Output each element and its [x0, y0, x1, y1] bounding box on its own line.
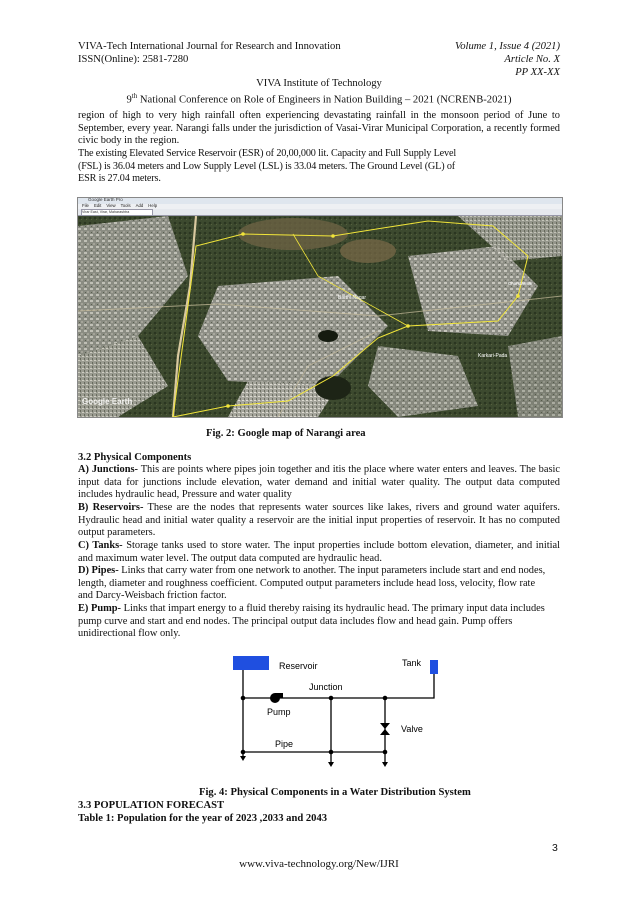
section-heading-population-forecast: 3.3 POPULATION FORECAST	[78, 800, 225, 811]
intro-paragraph: region of high to very high rainfall often experiencing devastating rainfall in the monsoon period of June to September, every year. Narangi falls under the jurisdiction of Vasai-Virar Municipal Corporation, a recently formed civic body in the region.	[78, 110, 560, 147]
menu-item-edit[interactable]: Edit	[93, 203, 102, 208]
junction-label: Junction	[309, 682, 343, 692]
figure-4-caption: Fig. 4: Physical Components in a Water Distribution System	[199, 787, 471, 798]
reservoir-label: Reservoir	[279, 661, 318, 671]
footer-url[interactable]: www.viva-technology.org/New/IJRI	[239, 858, 399, 870]
map-label-chandansar: Chandansar	[508, 281, 533, 286]
tank-icon	[430, 660, 438, 674]
page-range: PP XX-XX	[515, 67, 560, 78]
pipes-paragraph: D) Pipes- Links that carry water from one network to another. The input parameters include start and end nodes, length, diameter and roughness coefficient. Computed output parameters include head loss, velocity, flow rate and Darcy-Weisbach friction factor.	[78, 565, 546, 602]
reservoirs-paragraph: B) Reservoirs- These are the nodes that represents water sources like lakes, rivers and ground water aquifers. Hydraulic head and initial water quality a reservoir are the initial input properties of reservoir. It has no computed output parameters.	[78, 502, 560, 539]
toolbar	[78, 209, 562, 216]
valve-label: Valve	[401, 724, 423, 734]
satellite-map	[78, 216, 562, 417]
junctions-paragraph: A) Junctions- This are points where pipes join together and itis the place where water enters and leaves. The basic input data for junctions include elevation, water demand and initial water quality. The output data computed includes hydraulic head, Pressure and water quality	[78, 464, 560, 501]
map-label-karkari-pada: Karkari-Pada	[478, 353, 508, 359]
tank-label: Tank	[402, 658, 422, 668]
physical-components-diagram	[225, 652, 445, 770]
figure-2-caption: Fig. 2: Google map of Narangi area	[206, 428, 366, 439]
volume-issue: Volume 1, Issue 4 (2021)	[454, 41, 560, 52]
menu-item-add[interactable]: Add	[135, 203, 144, 208]
table-1-title: Table 1: Population for the year of 2023 ,2033 and 2043	[78, 813, 328, 824]
google-earth-watermark: Google Earth	[82, 397, 133, 406]
section-heading-physical-components: 3.2 Physical Components	[78, 452, 192, 463]
toolbar-icons	[206, 210, 446, 214]
menu-item-file[interactable]: File	[82, 203, 89, 208]
search-input[interactable]: Virar East, Virar, Maharashtra	[81, 209, 153, 216]
pipe-label: Pipe	[275, 739, 294, 749]
conference-name: 9th National Conference on Role of Engineers in Nation Building – 2021 (NCRENB-2021)	[126, 92, 512, 106]
article-number: Article No. X	[504, 54, 560, 65]
journal-name: VIVA-Tech International Journal for Research and Innovation	[78, 41, 341, 52]
tanks-paragraph: C) Tanks- Storage tanks used to store water. The input properties include bottom elevation, diameter, and initial and maximum water level. The output data computed are hydraulic head.	[78, 540, 560, 564]
esr-paragraph: The existing Elevated Service Reservoir (ESR) of 20,00,000 lit. Capacity and Full Supply Level (FSL) is 36.04 meters and Low Supply Level (LSL) is 33.04 meters. The Ground Level (GL) of ESR is 27.04 meters.	[78, 148, 457, 185]
app-title: Google Earth Pro	[88, 197, 123, 202]
menu-item-help[interactable]: Help	[148, 203, 158, 208]
menu-item-tools[interactable]: Tools	[120, 203, 131, 208]
menu-item-view[interactable]: View	[106, 203, 116, 208]
google-earth-screenshot	[77, 197, 563, 418]
valve-icon	[380, 723, 390, 735]
pump-paragraph: E) Pump- Links that impart energy to a fluid thereby raising its hydraulic head. The primary input data includes pump curve and start and end nodes. The principal output data includes flow and head gain. Pump offers unidirectional flow only.	[78, 603, 545, 640]
junction-node-icon	[329, 696, 334, 701]
institute-name: VIVA Institute of Technology	[256, 78, 382, 89]
page-number: 3	[552, 842, 558, 854]
map-label-barthi-nagar: Barthi Nagar	[338, 295, 367, 301]
issn: ISSN(Online): 2581-7280	[78, 54, 189, 65]
reservoir-icon	[233, 656, 269, 670]
pump-label: Pump	[267, 707, 291, 717]
